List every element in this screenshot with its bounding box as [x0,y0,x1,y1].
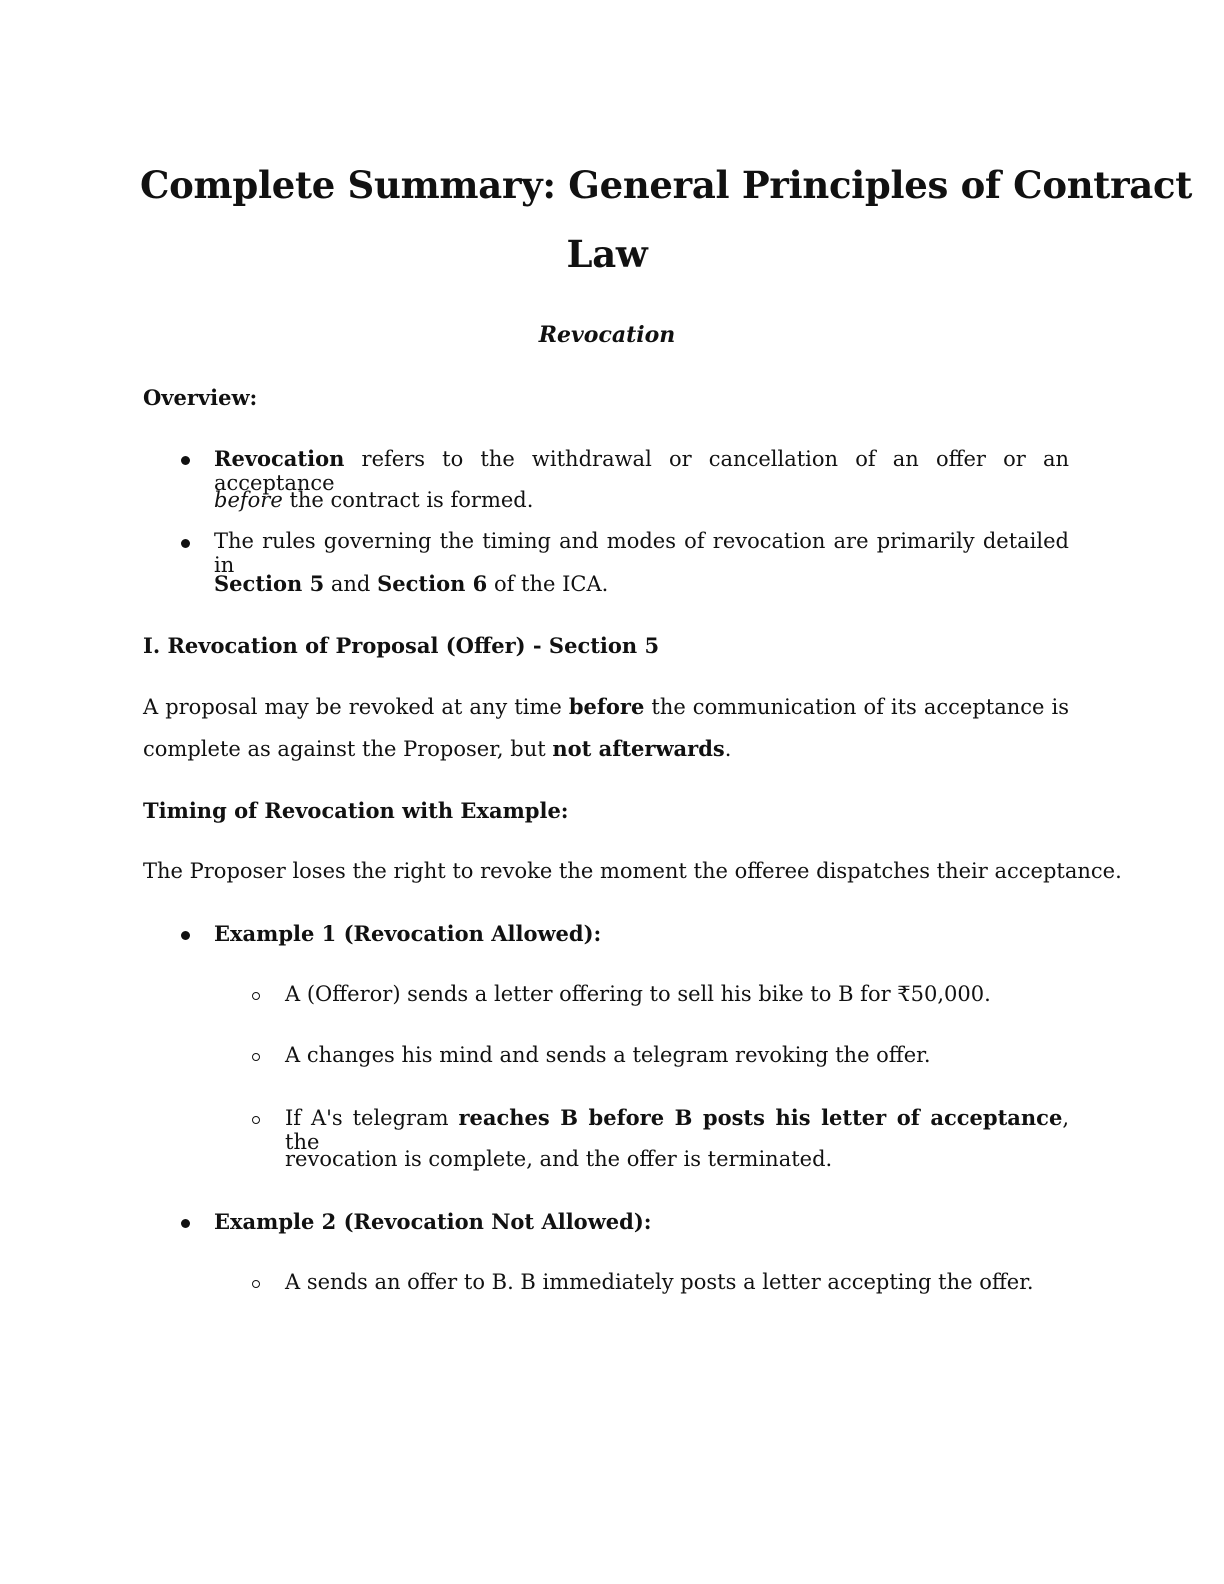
timing-heading: Timing of Revocation with Example: [143,798,569,823]
not-afterwards-bold: not afterwards [552,736,725,761]
para-text: complete as against the Proposer, but [143,737,546,761]
revocation-term: Revocation [214,446,345,471]
sub-bullet-icon [252,1280,260,1288]
bullet-icon [181,931,190,940]
para-text: the communication of its acceptance is [651,695,1069,719]
section1-heading: I. Revocation of Proposal (Offer) - Section 5 [143,633,660,658]
example1-label: Example 1 (Revocation Allowed): [214,921,602,946]
item3-text: If A's telegram [285,1106,449,1130]
bullet-icon [181,1219,190,1228]
and-text: and [330,572,371,596]
section1-para-line1 [143,694,1069,719]
sub-bullet-icon [252,1116,260,1124]
section6-ref: Section 6 [377,571,488,596]
before-bold: before [568,694,645,719]
section5-ref: Section 5 [214,571,325,596]
subtitle: Revocation [538,322,676,348]
page-title-line2: Law [566,232,648,276]
bullet-icon [181,456,190,465]
bullet1-line2-text: the contract is formed. [289,488,534,512]
example1-item2: A changes his mind and sends a telegram revoking the offer. [285,1043,931,1067]
bullet2-tail: of the ICA. [493,572,609,596]
bullet1-text: refers to the withdrawal or cancellation of an offer or an acceptance [214,447,1069,495]
overview-bullet2-line2 [214,571,608,596]
example1-item1: A (Offeror) sends a letter offering to sell his bike to B for ₹50,000. [285,982,991,1006]
overview-bullet1-line2 [214,488,533,512]
section1-para-line2 [143,736,731,761]
example1-item3-line2: revocation is complete, and the offer is terminated. [285,1147,833,1171]
bullet-icon [181,539,190,548]
overview-heading: Overview: [143,385,258,410]
sub-bullet-icon [252,992,260,1000]
item3-bold: reaches B before B posts his letter of acceptance [458,1105,1063,1130]
sub-bullet-icon [252,1053,260,1061]
before-italic: before [214,488,283,512]
overview-bullet2-line1: The rules governing the timing and modes of revocation are primarily detailed in [214,529,1069,577]
example2-label: Example 2 (Revocation Not Allowed): [214,1209,652,1234]
item3-text-end: , the [285,1106,1069,1154]
timing-para: The Proposer loses the right to revoke the moment the offeree dispatches their acceptance. [143,859,1122,883]
page-title-line1: Complete Summary: General Principles of Contract [140,163,1192,207]
para-text: A proposal may be revoked at any time [143,695,562,719]
para-period: . [724,737,732,761]
example2-item1: A sends an offer to B. B immediately posts a letter accepting the offer. [285,1270,1034,1294]
